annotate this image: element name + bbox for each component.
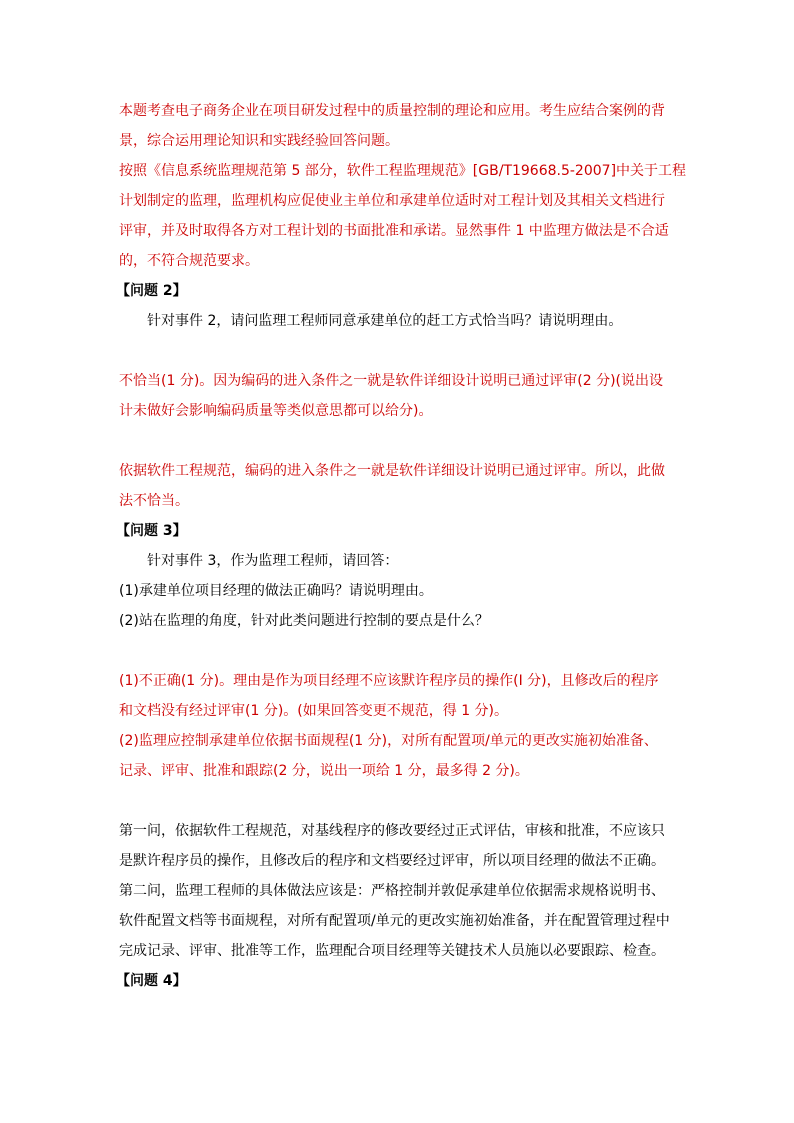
question-3-analysis-line: 第二问，监理工程师的具体做法应该是：严格控制并敦促承建单位依据需求规格说明书、 (119, 883, 665, 899)
question-3-answer-line: (2)监理应控制承建单位依据书面规程(1 分)，对所有配置项/单元的更改实施初始准备、 (119, 733, 658, 749)
question-3-text: 针对事件 3，作为监理工程师，请回答： (147, 553, 399, 569)
intro-line: 评审，并及时取得各方对工程计划的书面批准和承诺。显然事件 1 中监理方做法是不合适 (119, 223, 669, 239)
question-4-heading: 【问题 4】 (116, 973, 187, 989)
spacer (119, 426, 679, 456)
intro-line: 本题考查电子商务企业在项目研发过程中的质量控制的理论和应用。考生应结合案例的背 (119, 103, 665, 119)
intro-line: 按照《信息系统监理规范第 5 部分，软件工程监理规范》[GB/T19668.5-2007]中关于工程 (119, 163, 687, 179)
question-3-analysis-line: 是默许程序员的操作，且修改后的程序和文档要经过评审，所以项目经理的做法不正确。 (119, 853, 665, 869)
question-3-answer-line: 和文档没有经过评审(1 分)。(如果回答变更不规范，得 1 分)。 (119, 703, 509, 719)
question-3-sub-2: (2)站在监理的角度，针对此类问题进行控制的要点是什么？ (119, 613, 489, 629)
document-page (116, 96, 687, 996)
question-3-answer-line: (1)不正确(1 分)。理由是作为项目经理不应该默许程序员的操作(I 分)，且修改后的程序 (119, 673, 659, 689)
spacer (119, 786, 679, 816)
question-2-analysis-line: 法不恰当。 (119, 493, 189, 509)
question-3-analysis-line: 完成记录、评审、批准等工作，监理配合项目经理等关键技术人员施以必要跟踪、检查。 (119, 943, 665, 959)
question-2-heading: 【问题 2】 (116, 283, 187, 299)
question-3-answer-line: 记录、评审、批准和跟踪(2 分，说出一项给 1 分，最多得 2 分)。 (119, 763, 529, 779)
intro-line: 计划制定的监理，监理机构应促使业主单位和承建单位适时对工程计划及其相关文档进行 (119, 193, 665, 209)
question-3-analysis-line: 第一问，依据软件工程规范，对基线程序的修改要经过正式评估，审核和批准，不应该只 (119, 823, 665, 839)
intro-line: 景，综合运用理论知识和实践经验回答问题。 (119, 133, 399, 149)
question-3-analysis-line: 软件配置文档等书面规程，对所有配置项/单元的更改实施初始准备，并在配置管理过程中 (119, 913, 670, 929)
question-2-text: 针对事件 2，请问监理工程师同意承建单位的赶工方式恰当吗？请说明理由。 (147, 313, 623, 329)
spacer (119, 636, 679, 666)
question-2-analysis-line: 依据软件工程规范，编码的进入条件之一就是软件详细设计说明已通过评审。所以，此做 (119, 463, 665, 479)
question-2-answer-line: 不恰当(1 分)。因为编码的进入条件之一就是软件详细设计说明已通过评审(2 分)(说出设 (119, 373, 664, 389)
spacer (119, 336, 679, 366)
question-3-heading: 【问题 3】 (116, 523, 187, 539)
question-3-sub-1: (1)承建单位项目经理的做法正确吗？请说明理由。 (119, 583, 433, 599)
question-2-answer-line: 计未做好会影响编码质量等类似意思都可以给分)。 (119, 403, 433, 419)
intro-line: 的，不符合规范要求。 (119, 253, 259, 269)
